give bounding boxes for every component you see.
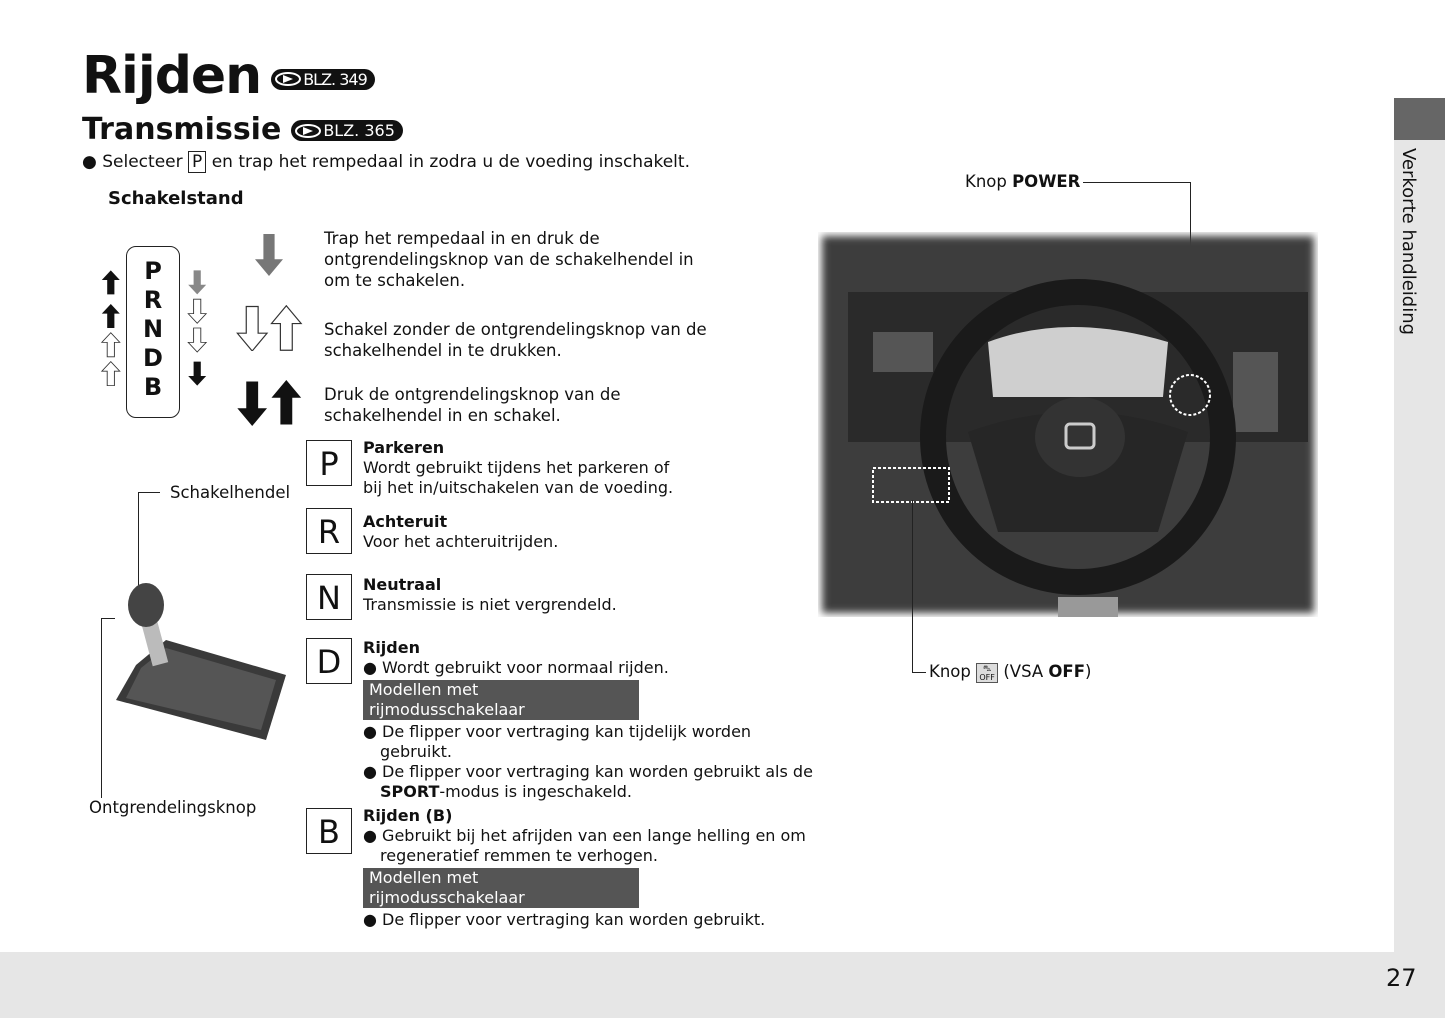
up-arrows-icon bbox=[100, 268, 124, 388]
position-desc: Wordt gebruikt tijdens het parkeren of bij het in/uitschakelen van de voeding. bbox=[363, 458, 674, 497]
position-name: Rijden bbox=[363, 638, 420, 657]
power-bold: POWER bbox=[1012, 172, 1081, 191]
gate-b: B bbox=[143, 373, 163, 401]
key-p: P bbox=[188, 151, 206, 173]
legend-text-1: Trap het rempedaal in en druk de ontgrendelingsknop van de schakelhendel in om te schakelen. bbox=[324, 229, 694, 290]
position-d: Rijden ● Wordt gebruikt voor normaal rijden. Modellen met rijmodusschakelaar ● De flipper voor vertraging kan tijdelijk worden gebruikt. ● De flipper voor vertraging kan worden gebruikt als de SPORT-modus is ingeschakeld. bbox=[363, 638, 813, 801]
black-arrows-icon bbox=[234, 380, 306, 426]
bullet-text: Gebruikt bij het afrijden van een lange helling en om regeneratief remmen te verhogen. bbox=[380, 826, 806, 865]
position-name: Rijden (B) bbox=[363, 806, 453, 825]
arrow-right-icon bbox=[295, 124, 321, 138]
power-pre: Knop bbox=[965, 172, 1013, 191]
position-b-box: B bbox=[306, 808, 352, 854]
down-arrows-icon bbox=[184, 268, 208, 388]
vsa-pre: Knop bbox=[929, 662, 971, 681]
page-ref-link[interactable] bbox=[271, 69, 375, 90]
position-p-box: P bbox=[306, 440, 352, 486]
vsa-off-icon: ⛍ OFF bbox=[976, 663, 998, 683]
vsa-off-bold: OFF bbox=[1048, 662, 1085, 681]
position-desc: Transmissie is niet vergrendeld. bbox=[363, 595, 617, 614]
sport-text: SPORT bbox=[380, 782, 440, 801]
bullet-text: De flipper voor vertraging kan worden gebruikt als de bbox=[382, 762, 813, 781]
bullet-text: Wordt gebruikt voor normaal rijden. bbox=[382, 658, 669, 677]
gate-n: N bbox=[142, 315, 164, 343]
intro-line: ● Selecteer P en trap het rempedaal in zodra u de voeding inschakelt. bbox=[82, 152, 690, 172]
position-p bbox=[363, 438, 693, 498]
bullet-text: -modus is ingeschakeld. bbox=[439, 782, 632, 801]
vsa-text: (VSA bbox=[1003, 662, 1049, 681]
schakelstand-heading: Schakelstand bbox=[108, 188, 244, 209]
side-tab-label[interactable]: Verkorte handleiding bbox=[1398, 148, 1419, 336]
page-title bbox=[82, 46, 375, 106]
ref-text: BLZ. 349 bbox=[303, 69, 367, 89]
intro-post: en trap het rempedaal in zodra u de voeding inschakelt. bbox=[211, 152, 690, 172]
grey-down-arrow-icon bbox=[252, 234, 286, 276]
position-name: Achteruit bbox=[363, 512, 448, 531]
position-n bbox=[363, 575, 763, 615]
side-tab-marker bbox=[1394, 98, 1445, 140]
label-power bbox=[965, 172, 1080, 192]
vsa-close: ) bbox=[1084, 662, 1092, 681]
intro-pre: Selecteer bbox=[102, 152, 183, 172]
ref-text: BLZ. 365 bbox=[323, 121, 395, 140]
label-shift-lever: Schakelhendel bbox=[170, 483, 291, 502]
page-number: 27 bbox=[1386, 964, 1417, 992]
position-name: Parkeren bbox=[363, 438, 445, 457]
label-vsa bbox=[929, 662, 1091, 683]
position-r-box: R bbox=[306, 508, 352, 554]
legend-text-3: Druk de ontgrendelingsknop van de schakelhendel in en schakel. bbox=[324, 385, 621, 425]
position-name: Neutraal bbox=[363, 575, 442, 594]
dashboard-illustration bbox=[818, 232, 1318, 617]
position-b: Rijden (B) ● Gebruikt bij het afrijden van een lange helling en om regeneratief remmen te verhogen. Modellen met rijmodusschakelaar ● De flipper voor vertraging kan worden gebruikt. bbox=[363, 806, 806, 929]
outline-arrows-icon bbox=[234, 305, 306, 351]
bullet-text: De flipper voor vertraging kan tijdelijk worden gebruikt. bbox=[380, 722, 752, 761]
gate-p: P bbox=[144, 257, 162, 285]
subtitle-text: Transmissie bbox=[82, 112, 282, 147]
position-n-box: N bbox=[306, 574, 352, 620]
gate-r: R bbox=[143, 286, 163, 314]
legend-text-2: Schakel zonder de ontgrendelingsknop van de schakelhendel in te drukken. bbox=[324, 320, 707, 360]
position-desc: Voor het achteruitrijden. bbox=[363, 532, 559, 551]
title-text: Rijden bbox=[82, 46, 262, 106]
vsa-icon-text: OFF bbox=[979, 672, 995, 682]
footer bbox=[0, 952, 1445, 1018]
arrow-right-icon bbox=[275, 72, 301, 86]
label-release-button: Ontgrendelingsknop bbox=[89, 798, 257, 817]
model-bar: Modellen met rijmodusschakelaar bbox=[363, 680, 639, 720]
section-title bbox=[82, 112, 403, 147]
position-d-box: D bbox=[306, 638, 352, 684]
position-r bbox=[363, 512, 763, 552]
section-ref-link[interactable] bbox=[291, 120, 403, 141]
gate-d: D bbox=[143, 344, 163, 372]
shift-lever-illustration bbox=[96, 580, 296, 750]
model-bar: Modellen met rijmodusschakelaar bbox=[363, 868, 639, 908]
bullet-text: De flipper voor vertraging kan worden gebruikt. bbox=[382, 910, 766, 929]
gate-diagram bbox=[126, 246, 180, 418]
